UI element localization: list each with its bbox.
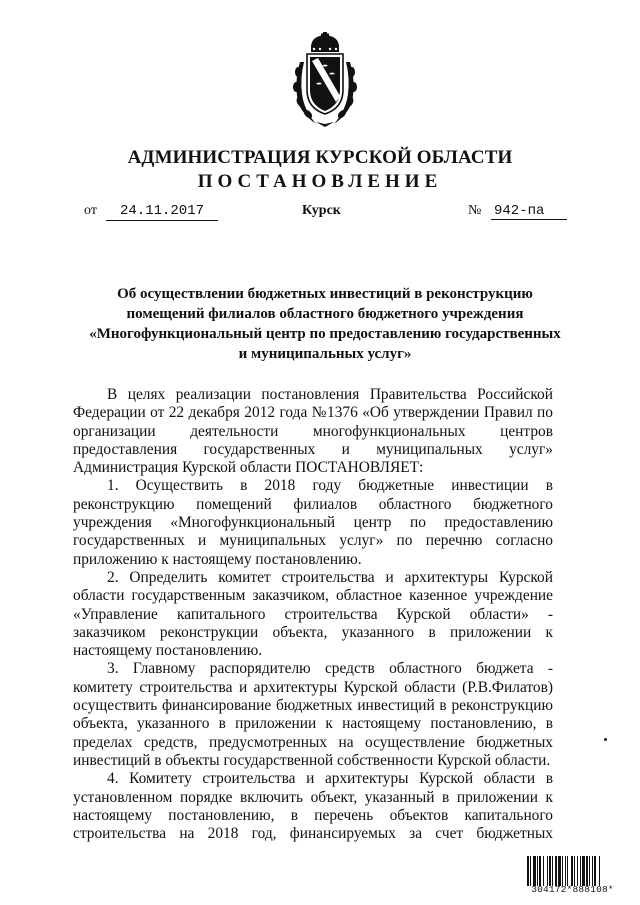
subject-line: помещений филиалов областного бюджетного учреждения (126, 306, 524, 322)
barcode-bar (555, 856, 557, 886)
subject-line: «Многофункциональный центр по предоставлению государственных (89, 326, 561, 342)
barcode-number: 304172*888108* (531, 884, 614, 895)
number-label: № (468, 203, 482, 218)
document-number: 942-па (491, 203, 567, 220)
body-paragraph-4: 4. Комитету строительства и архитектуры Курской области в установленном порядке включить объект, указанный в приложении к настоящему постановлению, в перечень объектов капитального строительства на 2018 год, финансируемых за счет бюджетных (73, 770, 553, 843)
document-date: 24.11.2017 (106, 203, 218, 221)
subject-line: Об осуществлении бюджетных инвестиций в реконструкцию (117, 286, 533, 302)
barcode-bar (580, 856, 581, 886)
date-label: от (84, 203, 97, 218)
barcode-bar (530, 856, 531, 886)
document-meta (0, 203, 640, 225)
document-subject (60, 284, 590, 364)
barcode-bar (527, 856, 529, 886)
body-paragraph-2: 2. Определить комитет строительства и архитектуры Курской области государственным заказчиком, областное казенное учреждение «Управление капитального строительства Курской области» - заказчиком реконструкции объекта, указанного в приложении к настоящему постановлению. (73, 568, 553, 660)
barcode-bar (594, 856, 596, 886)
barcode-bar (547, 856, 548, 886)
barcode-bar (558, 856, 561, 886)
barcode-bar (589, 856, 590, 886)
barcode-bar (592, 856, 593, 886)
document-type-title: ПОСТАНОВЛЕНИЕ (197, 171, 443, 192)
coat-of-arms-icon (292, 32, 358, 128)
barcode-bar (562, 856, 563, 886)
barcode-bar (577, 856, 578, 886)
barcode-bar (567, 856, 568, 886)
body-paragraph-3: 3. Главному распорядителю средств областного бюджета - комитету строительства и архитектуры Курской области (Р.В.Филатов) осуществить финансирование бюджетных инвестиций в реконструкцию объекта, указанного в приложении к настоящему постановлению, в пределах средств, предусмотренных на осуществление бюджетных инвестиций в объекты государственной собственности Курской области. (73, 660, 553, 769)
barcode-bar (539, 856, 541, 886)
barcode-bar (543, 856, 544, 886)
document-city: Курск (302, 203, 341, 218)
barcode-bar (582, 856, 585, 886)
barcode-bar (586, 856, 588, 886)
barcode-icon (527, 856, 618, 886)
barcode-bar (552, 856, 553, 886)
barcode-bar (571, 856, 573, 886)
body-paragraph-preamble: В целях реализации постановления Правительства Российской Федерации от 22 декабря 2012 года №1376 «Об утверждении Правил по организации деятельности многофункциональных центров предоставления государственных и муниципальных услуг» Администрация Курской области ПОСТАНОВЛЯЕТ: (73, 386, 553, 477)
barcode-bar (574, 856, 575, 886)
barcode-bar (533, 856, 536, 886)
barcode-bar (599, 856, 600, 886)
body-paragraph-1: 1. Осуществить в 2018 году бюджетные инвестиции в реконструкцию помещений филиалов областного бюджетного учреждения «Многофункциональный центр по предоставлению государственных и муниципальных услуг» по перечню согласно приложению к настоящему постановлению. (73, 477, 553, 568)
barcode-bar (537, 856, 538, 886)
barcode-bar (565, 856, 566, 886)
subject-line: и муниципальных услуг» (238, 346, 412, 362)
organization-title: АДМИНИСТРАЦИЯ КУРСКОЙ ОБЛАСТИ (127, 147, 513, 168)
document-body (73, 386, 553, 843)
barcode-bar (549, 856, 551, 886)
scan-speck (604, 738, 607, 741)
